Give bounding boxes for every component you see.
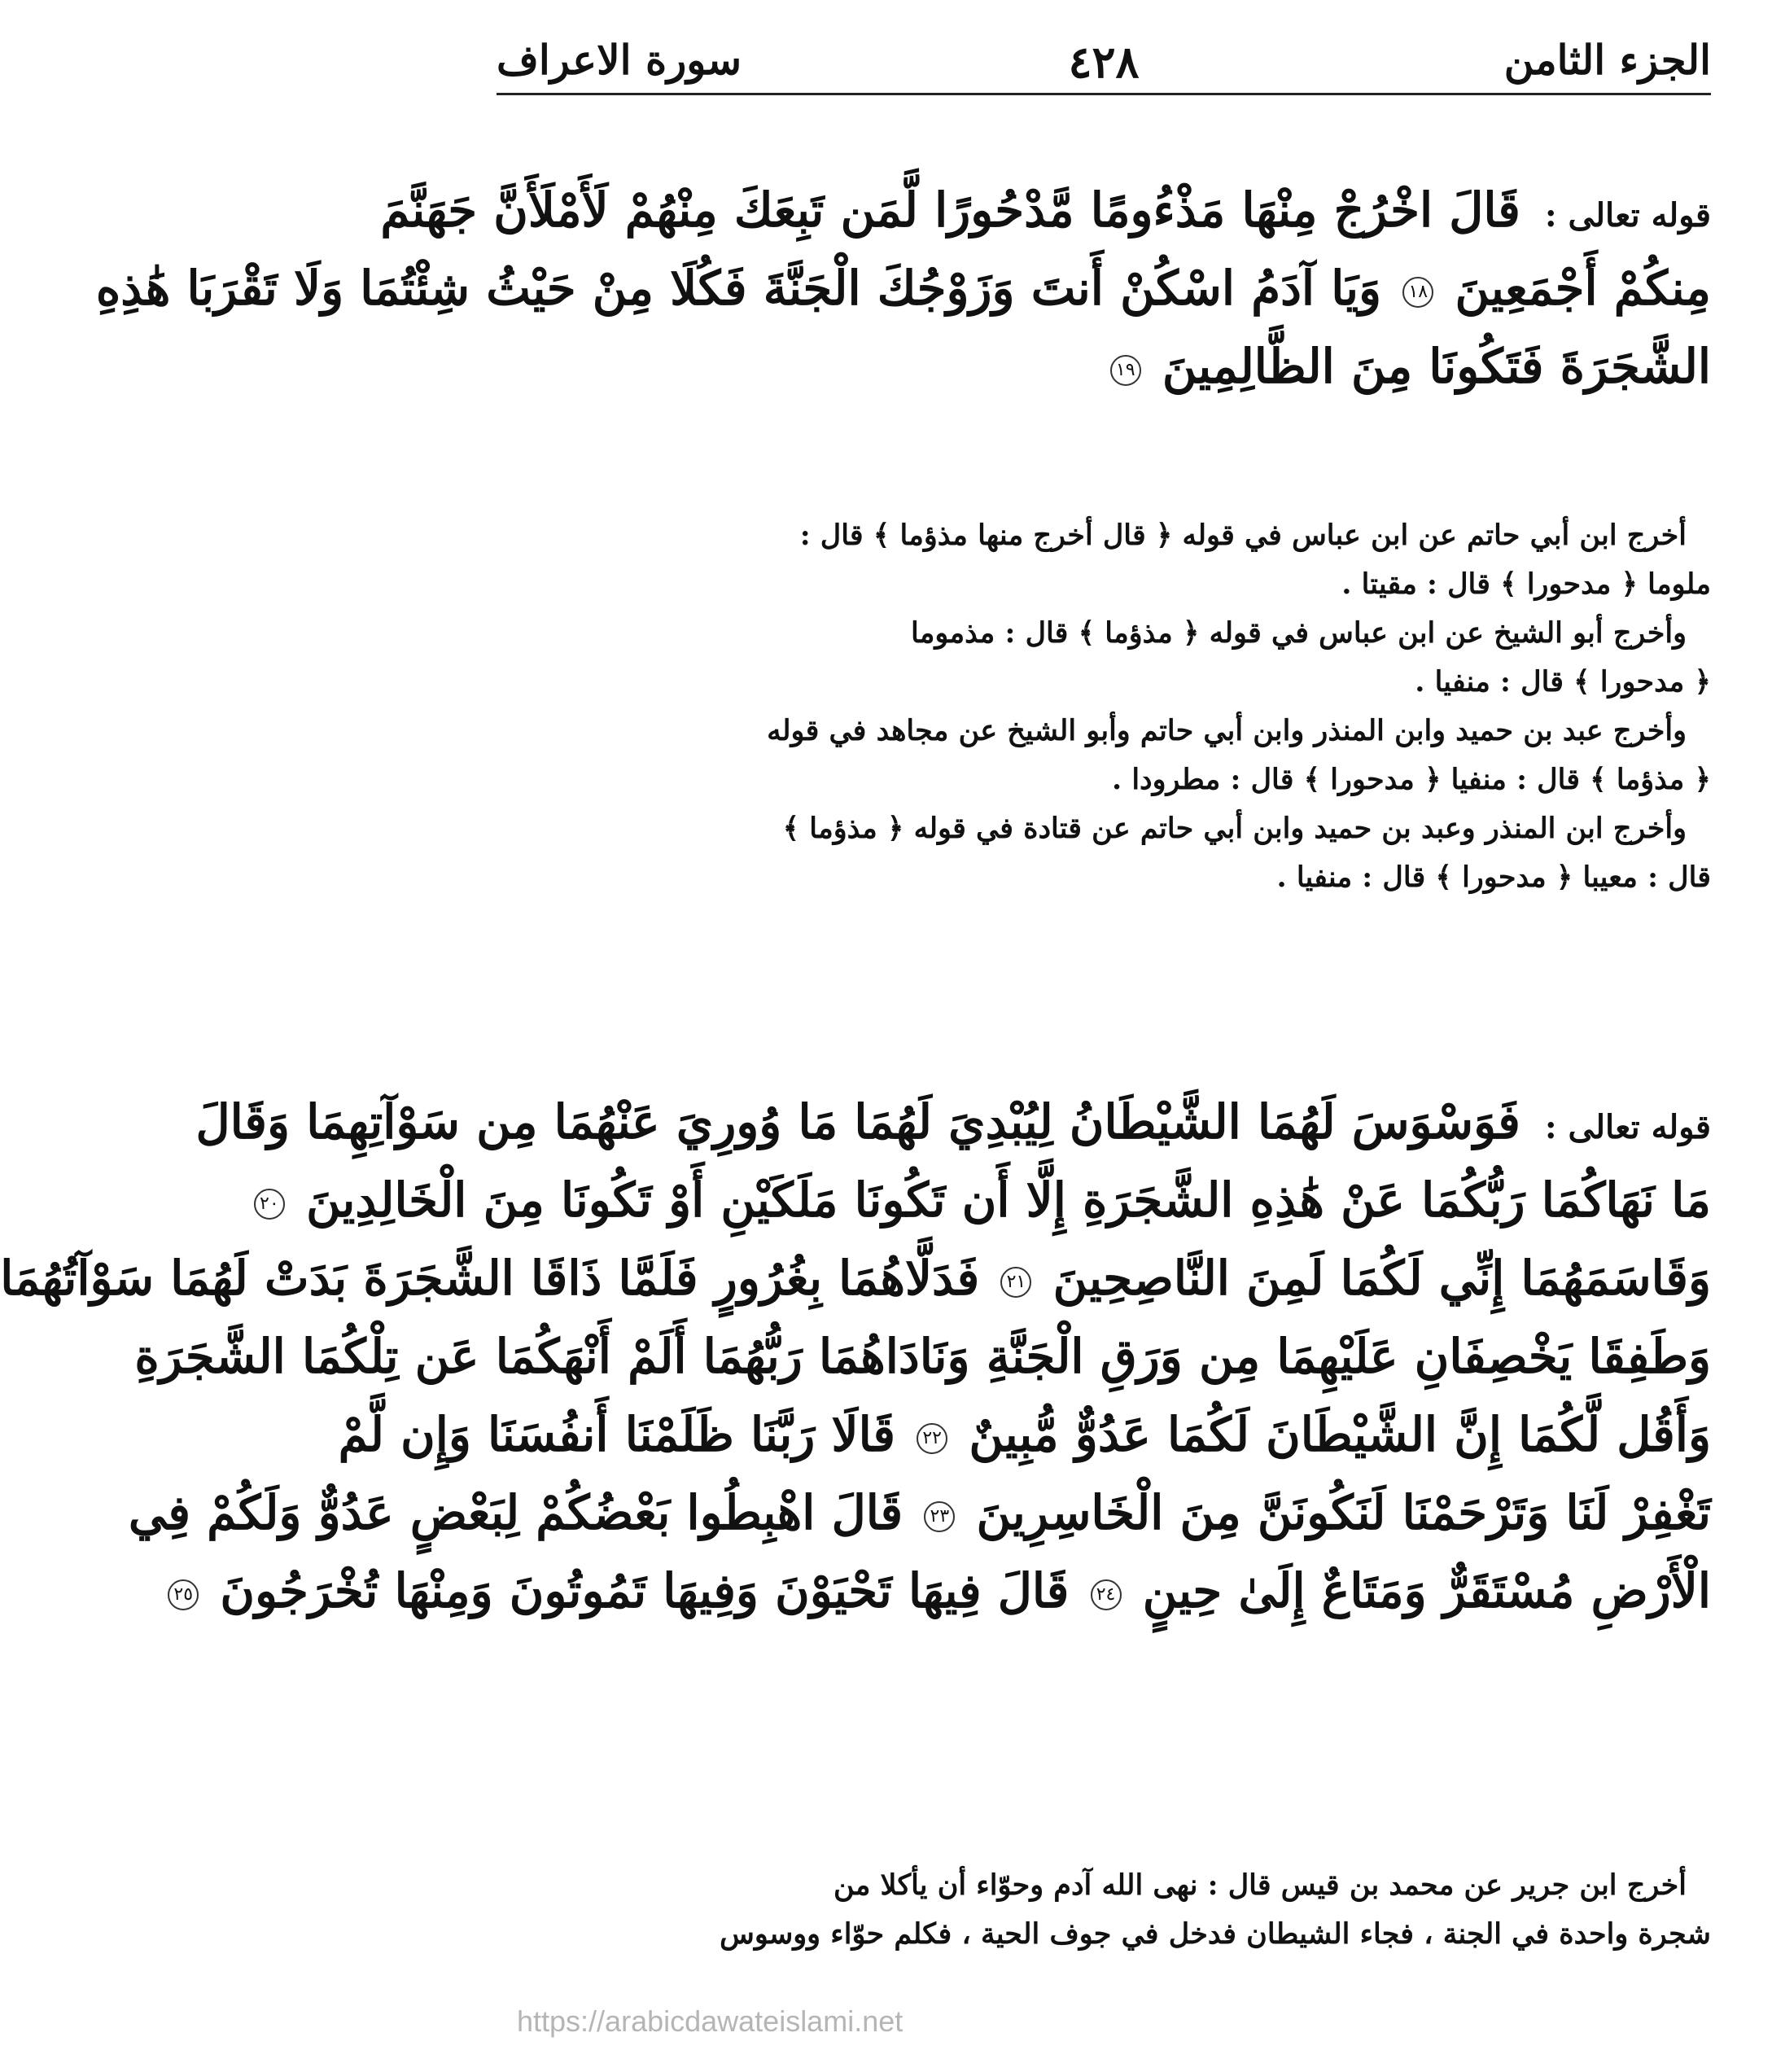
- commentary-line: وأخرج أبو الشيخ عن ابن عباس في قوله ﴿ مذؤما ﴾ قال : مذموما: [910, 616, 1687, 650]
- commentary-line: وأخرج ابن المنذر وعبد بن حميد وابن أبي حاتم عن قتادة في قوله ﴿ مذؤما ﴾: [782, 812, 1687, 845]
- verse-text: الْأَرْضِ مُسْتَقَرٌّ وَمَتَاعٌ إِلَىٰ حِينٍ: [1142, 1563, 1711, 1619]
- commentary-line: ﴿ مدحورا ﴾ قال : منفيا .: [1415, 665, 1711, 699]
- verse-text: وَقَاسَمَهُمَا إِنِّي لَكُمَا لَمِنَ النَّاصِحِينَ: [1052, 1251, 1711, 1306]
- verse-number-mark: ٢١: [1000, 1267, 1031, 1298]
- verse-text: قَالَ اخْرُجْ مِنْهَا مَذْءُومًا مَّدْحُورًا لَّمَن تَبِعَكَ مِنْهُمْ لَأَمْلَأَنَّ جَهَنَّمَ: [380, 182, 1520, 238]
- commentary-line: أخرج ابن أبي حاتم عن ابن عباس في قوله ﴿ قال أخرج منها مذؤما ﴾ قال :: [799, 519, 1687, 552]
- verse-text: وَأَقُل لَّكُمَا إِنَّ الشَّيْطَانَ لَكُمَا عَدُوٌّ مُّبِينٌ: [969, 1407, 1711, 1462]
- surah-title: سورة الاعراف: [497, 36, 742, 84]
- verse-line: [95, 249, 1711, 327]
- verse-text: قَالَ اهْبِطُوا بَعْضُكُمْ لِبَعْضٍ عَدُوٌّ وَلَكُمْ فِي: [128, 1485, 904, 1540]
- verse-number-mark: ٢٥: [168, 1579, 199, 1610]
- verse-number-mark: ١٨: [1402, 277, 1433, 308]
- verse-text: فَوَسْوَسَ لَهُمَا الشَّيْطَانُ لِيُبْدِيَ لَهُمَا مَا وُورِيَ عَنْهُمَا مِن سَوْآتِهِمَا وَقَالَ: [195, 1094, 1520, 1150]
- verse-line: [173, 1552, 1711, 1630]
- commentary-1: [497, 511, 1711, 902]
- verse-line: [134, 1317, 1711, 1395]
- verse-text: وَيَا آدَمُ اسْكُنْ أَنتَ وَزَوْجُكَ الْجَنَّةَ فَكُلَا مِنْ حَيْثُ شِئْتُمَا وَلَا تَقْرَبَا هَٰذِهِ: [95, 261, 1382, 316]
- verse-line: [195, 1083, 1711, 1161]
- commentary-line: شجرة واحدة في الجنة ، فجاء الشيطان فدخل في جوف الحية ، فكلم حوّاء ووسوس: [720, 1917, 1711, 1951]
- commentary-line: أخرج ابن جرير عن محمد بن قيس قال : نهى الله آدم وحوّاء أن يأكلا من: [833, 1868, 1687, 1902]
- commentary-line: وأخرج عبد بن حميد وابن المنذر وابن أبي حاتم وأبو الشيخ عن مجاهد في قوله: [767, 714, 1687, 747]
- verse-line: [0, 1239, 1711, 1317]
- verse-text: تَغْفِرْ لَنَا وَتَرْحَمْنَا لَنَكُونَنَّ مِنَ الْخَاسِرِينَ: [976, 1485, 1711, 1540]
- verse-intro: قوله تعالى :: [1544, 1108, 1711, 1146]
- verse-block-2: [0, 1083, 1711, 1630]
- verse-line: [497, 327, 1711, 405]
- part-title: الجزء الثامن: [1503, 36, 1711, 84]
- verse-intro: قوله تعالى :: [1544, 196, 1711, 234]
- verse-text: مَا نَهَاكُمَا رَبُّكُمَا عَنْ هَٰذِهِ الشَّجَرَةِ إِلَّا أَن تَكُونَا مَلَكَيْنِ أَوْ تَكُونَا مِنَ الْخَالِدِينَ: [306, 1172, 1711, 1228]
- verse-number-mark: ٢٣: [924, 1501, 955, 1532]
- verse-block-1: [95, 171, 1711, 405]
- verse-text: وَطَفِقَا يَخْصِفَانِ عَلَيْهِمَا مِن وَرَقِ الْجَنَّةِ وَنَادَاهُمَا رَبُّهُمَا أَلَمْ أَنْهَكُمَا عَن تِلْكُمَا الشَّجَرَةِ: [134, 1329, 1711, 1384]
- verse-number-mark: ٢٢: [917, 1423, 947, 1454]
- verse-text: قَالَا رَبَّنَا ظَلَمْنَا أَنفُسَنَا وَإِن لَّمْ: [338, 1407, 895, 1462]
- page-header: [497, 28, 1711, 95]
- commentary-line: ملوما ﴿ مدحورا ﴾ قال : مقيتا .: [1341, 567, 1711, 601]
- verse-text: فَدَلَّاهُمَا بِغُرُورٍ فَلَمَّا ذَاقَا الشَّجَرَةَ بَدَتْ لَهُمَا سَوْآتُهُمَا: [0, 1251, 980, 1306]
- verse-line: [338, 1395, 1711, 1474]
- commentary-line: ﴿ مذؤما ﴾ قال : منفيا ﴿ مدحورا ﴾ قال : مطرودا .: [1111, 763, 1711, 796]
- verse-line: [260, 1161, 1711, 1239]
- verse-text: قَالَ فِيهَا تَحْيَوْنَ وَفِيهَا تَمُوتُونَ وَمِنْهَا تُخْرَجُونَ: [220, 1563, 1070, 1619]
- watermark-url: https://arabicdawateislami.net: [517, 2004, 904, 2038]
- verse-line: [380, 171, 1711, 249]
- page-number: ٤٢٨: [1068, 36, 1140, 88]
- verse-number-mark: ٢٤: [1091, 1579, 1122, 1610]
- verse-number-mark: ١٩: [1110, 355, 1141, 386]
- commentary-line: قال : معيبا ﴿ مدحورا ﴾ قال : منفيا .: [1276, 861, 1711, 894]
- verse-number-mark: ٢٠: [254, 1189, 285, 1220]
- commentary-2: [497, 1861, 1711, 1959]
- verse-text: مِنكُمْ أَجْمَعِينَ: [1455, 261, 1711, 316]
- verse-text: الشَّجَرَةَ فَتَكُونَا مِنَ الظَّالِمِينَ: [1162, 339, 1711, 394]
- verse-line: [128, 1474, 1711, 1552]
